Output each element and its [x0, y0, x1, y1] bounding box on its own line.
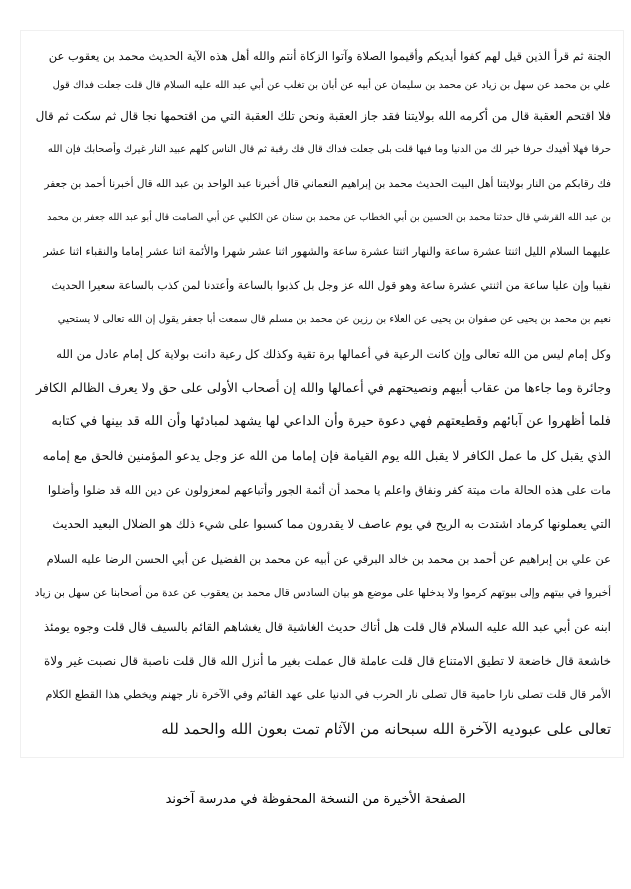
manuscript-line: تعالى على عبوديه الآخرة الله سبحانه من الآثام تمت بعون الله والحمد لله — [161, 720, 611, 738]
manuscript-line: علي بن محمد عن سهل بن زياد عن محمد بن سليمان عن أبيه عن أبان بن تغلب عن أبي عبد الله عليه السلام قال قلت جعلت فداك قول — [52, 80, 611, 91]
manuscript-line: فك رقابكم من النار بولايتنا أهل البيت الحديث محمد بن إبراهيم النعماني قال أخبرنا عبد الواحد بن عبد الله قال أخبرنا أحمد بن جعفر — [44, 178, 611, 190]
manuscript-line: حرقا فهلا أفيدك حرفا خير لك من الدنيا وما فيها قلت بلى جعلت فداك قال فك رقبة ثم قال الناس كلهم عبيد النار غيرك وأصحابك فإن الله — [47, 144, 611, 155]
manuscript-line: ابنه عن أبي عبد الله عليه السلام قال قلت هل أتاك حديث الغاشية قال يغشاهم القائم بالسيف قال قلت وجوه يومئذ — [43, 620, 611, 634]
page-caption: الصفحة الأخيرة من النسخة المحفوظة في مدرسة آخوند — [165, 792, 466, 807]
manuscript-line: بن عبد الله القرشي قال حدثنا محمد بن الحسين بن أبي الخطاب عن محمد بن سنان عن الكلبي عن أبي الصامت قال أبو عبد الله جعفر بن محمد — [47, 212, 611, 223]
manuscript-line: فلا اقتحم العقبة قال من أكرمه الله بولايتنا فقد جاز العقبة ونحن تلك العقبة التي من اقتحمها نجا قال ثم سكت ثم قال — [35, 109, 611, 123]
manuscript-line: مات على هذه الحالة مات ميتة كفر ونفاق واعلم يا محمد أن أئمة الجور وأتباعهم لمعزولون عن دين الله قد ضلوا وأضلوا — [47, 483, 611, 497]
manuscript-line: وجائرة وما جاءها من عقاب أبيهم ونصيحتهم في أعمالها والله إن أصحاب الأولى على حق ولا يعرف الظالم الكافر — [36, 380, 611, 395]
manuscript-line: الأمر قال قلت تصلى نارا حامية قال تصلى نار الحرب في الدنيا على عهد القائم وفي الآخرة نار جهنم ويخطي هذا القطع الكلام — [45, 688, 611, 701]
manuscript-page — [20, 30, 624, 758]
manuscript-line: الجنة ثم قرأ الذين قيل لهم كفوا أيديكم وأقيموا الصلاة وآتوا الزكاة أنتم والله أهل هذه الآية الحديث محمد بن يعقوب عن — [48, 49, 611, 63]
manuscript-line: خاشعة قال خاضعة لا تطيق الامتناع قال قلت عاملة قال عملت بغير ما أنزل الله قال قلت ناصبة قال نصبت غير ولاة — [43, 654, 611, 668]
manuscript-line: التي يعملونها كرماد اشتدت به الريح في يوم عاصف لا يقدرون مما كسبوا على شيء ذلك هو الضلال البعيد الحديث — [52, 517, 611, 531]
manuscript-line: عليهما السلام الليل اثنتا عشرة ساعة والنهار اثنتا عشرة ساعة والشهور اثنا عشر شهرا والأئمة اثنا عشر إماما والنقباء اثنا عشر — [43, 245, 611, 258]
manuscript-line: الذي يقبل كل ما عمل الكافر لا يقبل الله يوم القيامة فإن إماما من الله عز وجل يدعو المؤمنين فالحق مع إمامه — [42, 448, 611, 463]
manuscript-line: نقيبا وإن عليا ساعة من اثنتي عشرة ساعة وهو قول الله عز وجل بل كذبوا بالساعة وأعتدنا لمن كذب بالساعة سعيرا الحديث — [51, 279, 611, 292]
manuscript-line: أخبروا في بيتهم وإلى بيوتهم كرموا ولا يدخلها على موضع هو بيان السادس قال محمد بن يعقوب عن عدة من أصحابنا عن سهل بن زياد — [35, 587, 611, 599]
manuscript-line: فلما أظهروا عن آبائهم وقطيعتهم فهي دعوة حيرة وأن الداعي لها يشهد لمبادئها وأن الله قد بينها في كتابه — [51, 414, 611, 429]
manuscript-line: وكل إمام ليس من الله تعالى وإن كانت الرعية في أعمالها برة تقية وكذلك كل رعية دانت بولاية كل إمام عادل من الله — [56, 347, 611, 361]
manuscript-line: نعيم بن محمد بن يحيى عن صفوان بن يحيى عن العلاء بن رزين عن محمد بن مسلم قال سمعت أبا جعفر يقول إن الله تعالى لا يستحيي — [57, 314, 611, 325]
manuscript-text — [35, 41, 611, 749]
manuscript-line: عن علي بن إبراهيم عن أحمد بن محمد بن خالد البرقي عن أبيه عن محمد بن الفضيل عن أبي الحسن الرضا عليه السلام — [46, 552, 611, 566]
